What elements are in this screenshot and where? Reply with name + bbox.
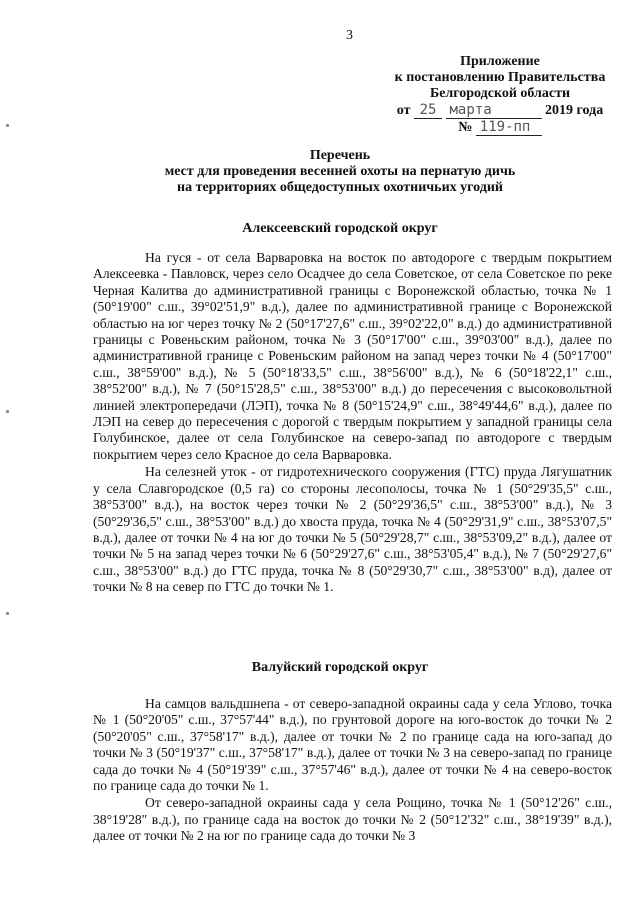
appendix-title: Приложение xyxy=(460,54,540,69)
title-line-1: Перечень xyxy=(309,148,371,163)
document-title xyxy=(70,148,610,196)
paragraph: На самцов вальдшнепа - от северо-западной окраины сада у села Углово, точка № 1 (50°20'05" с.ш., 37°57'44" в.д.), по грунтовой дороге на юго-восток до точки № 2 (50°20'05" с.ш., 37°58'17" в.д.), далее от точки № 2 по границе сада на юго-запад до точки № 3 (50°19'37" с.ш., 37°58'17" в.д.), далее от точки № 3 на северо-запад по границе сада до точки № 4 (50°19'39" с.ш., 37°57'46" в.д.), далее от точки № 4 на северо-восток по границе сада до точки № 1. xyxy=(93,696,612,794)
title-line-2: мест для проведения весенней охоты на пернатую дичь xyxy=(164,164,516,179)
section-heading-alekseevsky: Алексеевский городской округ xyxy=(242,221,438,236)
date-month: марта xyxy=(446,102,542,119)
section-text-valuysky xyxy=(93,696,612,845)
margin-mark xyxy=(6,124,9,127)
order-number: 119-пп xyxy=(476,119,542,136)
section-text-alekseevsky xyxy=(93,250,612,596)
margin-mark xyxy=(6,612,9,615)
appendix-resolution-line: к постановлению Правительства xyxy=(394,70,606,85)
date-prefix: от xyxy=(396,103,411,118)
paragraph: На селезней уток - от гидротехнического сооружения (ГТС) пруда Лягушатник у села Славгородское (0,5 га) со стороны лесополосы, точка № 1 (50°29'35,5" с.ш., 38°53'00" в.д.), на восток через точки № 2 (50°29'36,5" с.ш., 38°53'00" в.д.), № 3 (50°29'36,5" с.ш., 38°53'00" в.д.) до хвоста пруда, точка № 4 (50°29'31,9" с.ш., 38°53'07,5" в.д.), далее от точки № 4 на юг до точки № 5 (50°29'28,7" с.ш., 38°53'09,2" в.д.), далее от точки № 5 на запад через точки № 6 (50°29'27,6" с.ш., 38°53'05,4" в.д.), № 7 (50°29'27,6" с.ш., 38°53'00" в.д.) до ГТС пруда, точка № 8 (50°29'30,7" с.ш., 38°53'00" в.д), далее от точки № 8 на север по ГТС до точки № 1. xyxy=(93,464,612,595)
date-day: 25 xyxy=(414,102,442,119)
appendix-region-line: Белгородской области xyxy=(429,86,571,101)
date-year: 2019 года xyxy=(545,103,604,118)
margin-mark xyxy=(6,410,9,413)
page-number: 3 xyxy=(346,28,353,43)
number-prefix: № xyxy=(458,120,473,135)
appendix-date-line xyxy=(380,102,620,119)
appendix-block xyxy=(380,54,620,136)
section-heading-valuysky: Валуйский городской округ xyxy=(251,660,429,675)
paragraph: От северо-западной окраины сада у села Рощино, точка № 1 (50°12'26" с.ш., 38°19'28" в.д.), по границе сада на восток до точки № 2 (50°12'32" с.ш., 38°19'39" в.д.), далее от точки № 2 на юг по границе сада до точки № 3 xyxy=(93,795,612,844)
appendix-number-line xyxy=(380,119,620,136)
title-line-3: на территориях общедоступных охотничьих угодий xyxy=(177,180,503,195)
paragraph: На гуся - от села Варваровка на восток по автодороге с твердым покрытием Алексеевка - Павловск, через село Осадчее до села Советское, от села Советское по реке Черная Калитва до административной границы с Воронежской областью, точка № 1 (50°19'00" с.ш., 39°02'51,9" в.д.), далее по административной границе с Воронежской областью на юг через точку № 2 (50°17'27,6" с.ш., 39°02'22,0" в.д.) до административной границы с Ровеньским районом, точка № 3 (50°17'00" с.ш., 39°03'00" в.д.), далее по административной границе с Ровеньским районом на запад через точки № 4 (50°17'00" с.ш., 38°59'00" в.д.), № 5 (50°18'33,5" с.ш., 38°56'00" в.д.), № 6 (50°18'22,1" с.ш., 38°52'00" в.д.), № 7 (50°15'28,5" с.ш., 38°53'00" в.д.) до пересечения с высоковольтной линией электропередачи (ЛЭП), точка № 8 (50°15'24,9" с.ш., 38°49'44,6" в.д.), далее по ЛЭП на север до пересечения с дорогой с твердым покрытием у западной границы села Голубинское, далее от села Голубинское на северо-запад по автодороге с твердым покрытием через село Красное до села Варваровка. xyxy=(93,250,612,462)
